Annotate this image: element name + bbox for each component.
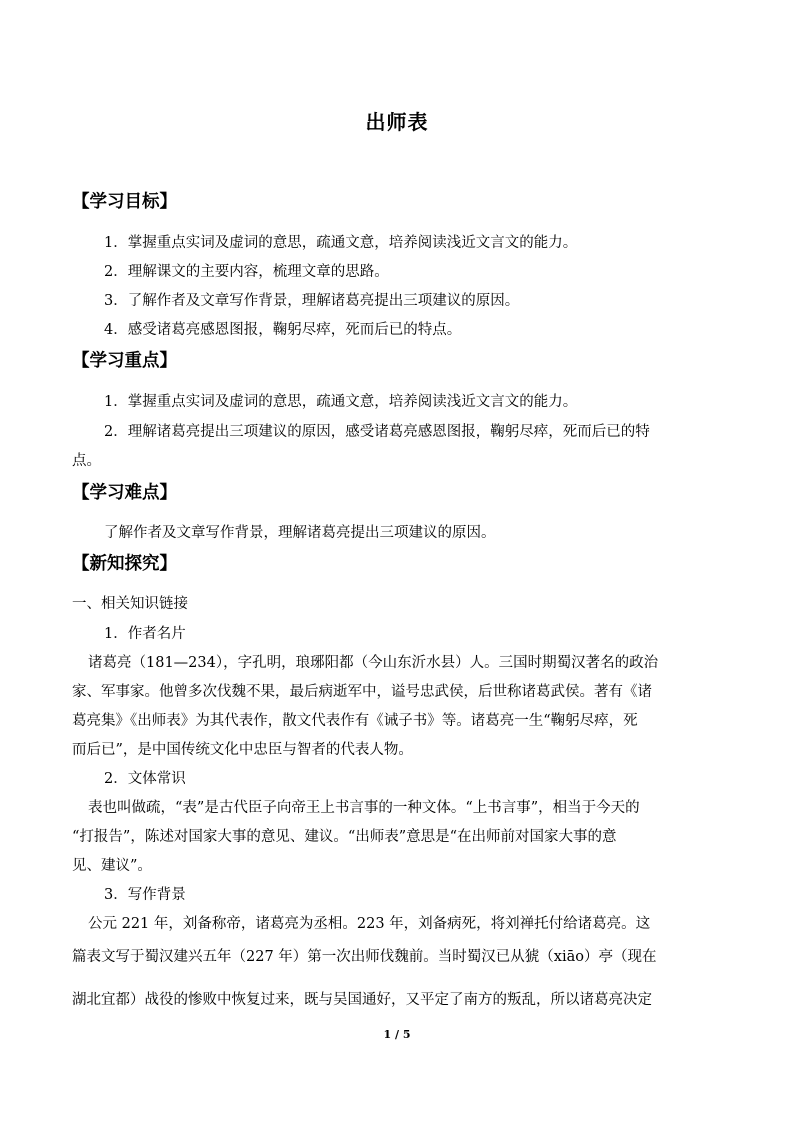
section-heading-key-points: 【学习重点】 [72,351,177,371]
genre-line: 见、建议”。 [72,858,152,874]
difficulty-text: 了解作者及文章写作背景，理解诸葛亮提出三项建议的原因。 [104,525,496,541]
key-point-item: 1．掌握重点实词及虚词的意思，疏通文意，培养阅读浅近文言文的能力。 [104,394,578,410]
genre-line: 表也叫做疏，“表”是古代臣子向帝王上书言事的一种文体。“上书言事”，相当于今天的 [88,800,640,816]
background-line: 公元 221 年，刘备称帝，诸葛亮为丞相。223 年，刘备病死，将刘禅托付给诸葛亮。这 [88,916,651,932]
author-line: 诸葛亮（181—234），字孔明，琅琊阳都（今山东沂水县）人。三国时期蜀汉著名的政治 [88,655,659,671]
goal-item: 2．理解课文的主要内容，梳理文章的思路。 [104,264,389,280]
section-heading-explore: 【新知探究】 [72,554,177,574]
page-number: 1 / 5 [383,1028,411,1041]
genre-heading: 2．文体常识 [104,771,186,787]
goal-item: 3．了解作者及文章写作背景，理解诸葛亮提出三项建议的原因。 [104,293,520,309]
author-line: 葛亮集》《出师表》为其代表作，散文代表作有《诫子书》等。诸葛亮一生“鞠躬尽瘁，死 [72,713,638,729]
background-line: 篇表文写于蜀汉建兴五年（227 年）第一次出师伐魏前。当时蜀汉已从猇（xiāo）亭（现在 [72,949,657,965]
author-heading: 1．作者名片 [104,626,186,642]
background-heading: 3．写作背景 [104,887,186,903]
section-heading-difficulties: 【学习难点】 [72,483,177,503]
genre-line: “打报告”，陈述对国家大事的意见、建议。“出师表”意思是“在出师前对国家大事的意 [72,829,617,845]
goal-item: 4．感受诸葛亮感恩图报，鞠躬尽瘁，死而后已的特点。 [104,322,462,338]
subsection-heading: 一、相关知识链接 [72,596,188,612]
page-title: 出师表 [365,110,429,134]
author-line: 家、军事家。他曾多次伐魏不果，最后病逝军中，谥号忠武侯，后世称诸葛武侯。著有《诸 [72,684,652,700]
author-line: 而后已”，是中国传统文化中忠臣与智者的代表人物。 [72,742,413,758]
goal-item: 1．掌握重点实词及虚词的意思，疏通文意，培养阅读浅近文言文的能力。 [104,235,578,251]
key-point-item: 点。 [72,453,101,469]
section-heading-goals: 【学习目标】 [72,192,177,212]
key-point-item: 2．理解诸葛亮提出三项建议的原因，感受诸葛亮感恩图报，鞠躬尽瘁，死而后已的特 [104,424,650,440]
background-line: 湖北宜都）战役的惨败中恢复过来，既与吴国通好，又平定了南方的叛乱，所以诸葛亮决定 [72,992,652,1008]
